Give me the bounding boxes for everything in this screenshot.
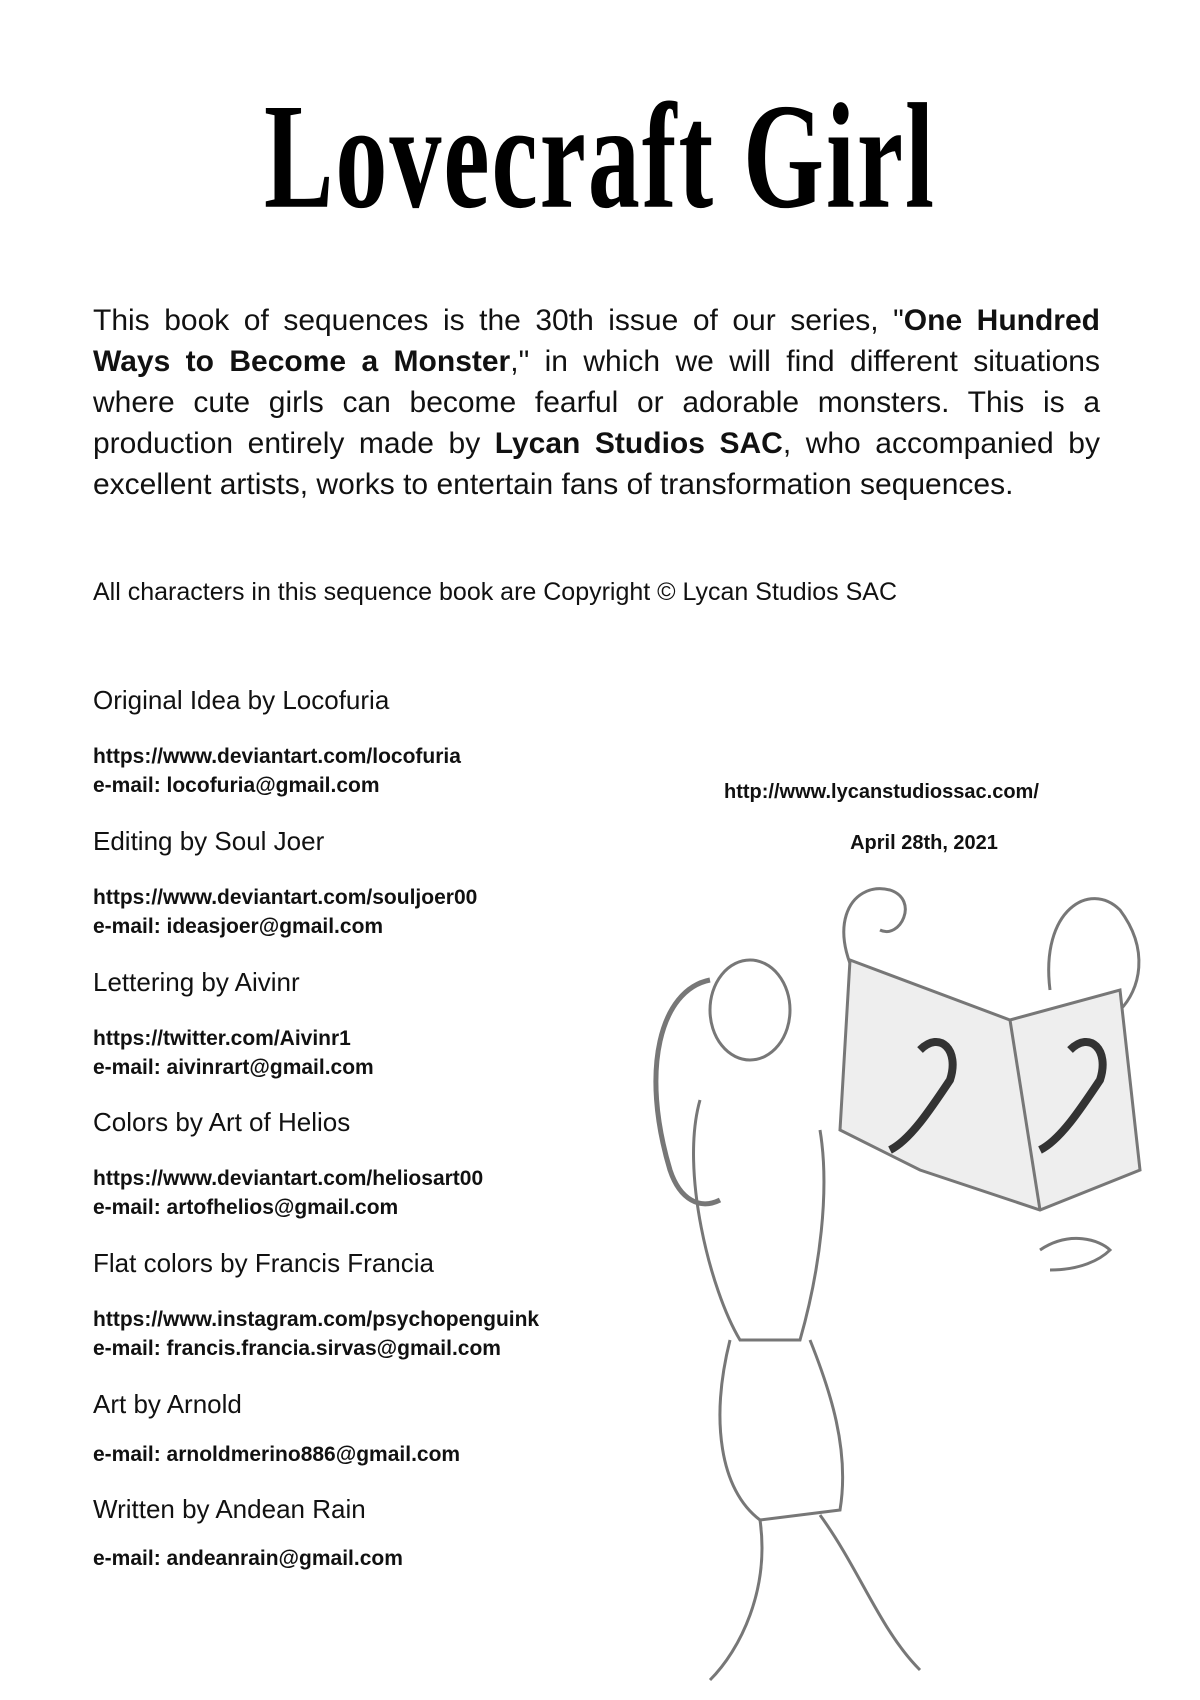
series-name: One Hundred Ways to Become a Monster	[93, 304, 1100, 378]
skirt	[720, 1340, 843, 1520]
intro-text: This book of sequences is the 30th issue of our series, "	[93, 304, 904, 337]
credit-role: Editing by Soul Joer	[93, 826, 325, 856]
legs	[710, 1515, 920, 1680]
credit-email[interactable]: e-mail: aivinrart@gmail.com	[93, 1056, 374, 1079]
intro-text: ," in which we will find different situations where cute girls can become fearful or adorable monsters. This is a production entirely made by	[93, 345, 1100, 460]
publish-date: April 28th, 2021	[850, 832, 998, 854]
credit-url[interactable]: https://www.deviantart.com/locofuria	[93, 745, 461, 768]
copyright-notice: All characters in this sequence book are Copyright © Lycan Studios SAC	[93, 578, 898, 606]
credit-role: Original Idea by Locofuria	[93, 685, 390, 715]
credit-email[interactable]: e-mail: locofuria@gmail.com	[93, 774, 380, 797]
credit-links	[93, 1544, 403, 1573]
credit-url[interactable]: https://www.instagram.com/psychopenguink	[93, 1308, 540, 1331]
studio-name: Lycan Studios SAC	[494, 427, 783, 460]
hand	[1040, 1238, 1110, 1270]
credit-email[interactable]: e-mail: ideasjoer@gmail.com	[93, 915, 384, 938]
credit-email[interactable]: e-mail: andeanrain@gmail.com	[93, 1547, 403, 1570]
credit-email[interactable]: e-mail: arnoldmerino886@gmail.com	[93, 1443, 461, 1466]
credit-role: Art by Arnold	[93, 1389, 242, 1419]
credit-links	[93, 742, 461, 800]
credit-role: Colors by Art of Helios	[93, 1107, 351, 1137]
website-link[interactable]: http://www.lycanstudiossac.com/	[724, 781, 1039, 803]
body	[694, 1100, 824, 1340]
credit-email[interactable]: e-mail: artofhelios@gmail.com	[93, 1196, 399, 1219]
credit-role: Flat colors by Francis Francia	[93, 1248, 434, 1278]
logo-title: Lovecraft Girl	[264, 73, 936, 241]
credit-links	[93, 1440, 460, 1469]
credit-links	[93, 1305, 539, 1363]
credit-links	[93, 883, 477, 941]
credit-email[interactable]: e-mail: francis.francia.sirvas@gmail.com	[93, 1337, 501, 1360]
credit-role: Lettering by Aivinr	[93, 967, 300, 997]
intro-paragraph	[93, 300, 1100, 505]
intro-text: , who accompanied by excellent artists, works to entertain fans of transformation sequences.	[93, 427, 1100, 501]
credit-url[interactable]: https://www.deviantart.com/heliosart00	[93, 1167, 484, 1190]
credit-links	[93, 1024, 374, 1082]
tentacle	[1049, 899, 1139, 1010]
credit-url[interactable]: https://www.deviantart.com/souljoer00	[93, 886, 478, 909]
credit-role: Written by Andean Rain	[93, 1494, 366, 1524]
credit-url[interactable]: https://twitter.com/Aivinr1	[93, 1027, 351, 1050]
face	[710, 960, 790, 1060]
girl-with-book-illustration	[620, 870, 1200, 1700]
credit-links	[93, 1164, 483, 1222]
